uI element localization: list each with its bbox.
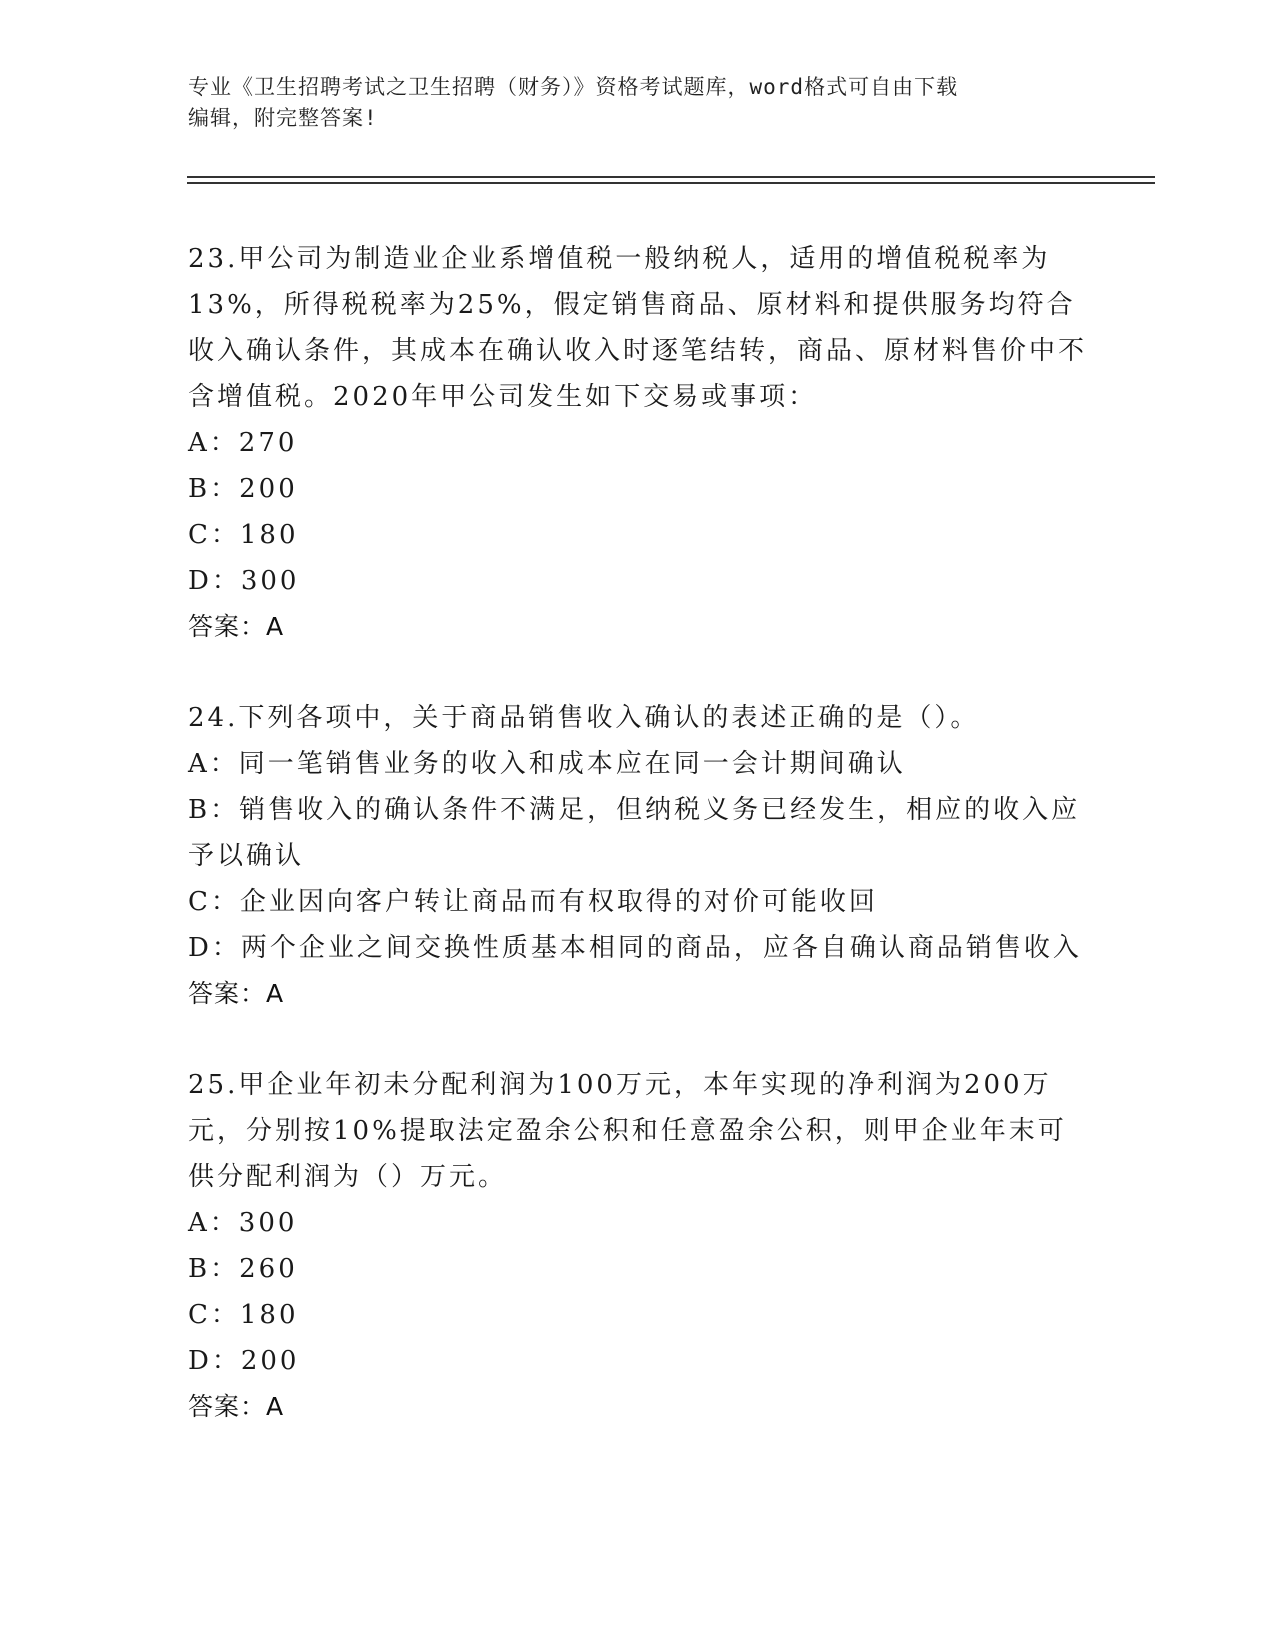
option-c: C：企业因向客户转让商品而有权取得的对价可能收回 [188, 887, 878, 917]
option-d: D：两个企业之间交换性质基本相同的商品，应各自确认商品销售收入 [188, 933, 1082, 963]
option-a: A：270 [188, 428, 298, 458]
option-c: C：180 [188, 1300, 299, 1330]
option-a: A：同一笔销售业务的收入和成本应在同一会计期间确认 [188, 749, 906, 779]
question-answer: 答案：A [188, 1392, 285, 1421]
option-d: D：200 [188, 1346, 300, 1376]
question-stem: 23.甲公司为制造业企业系增值税一般纳税人，适用的增值税税率为13%，所得税税率为25%，假定销售商品、原材料和提供服务均符合收入确认条件，其成本在确认收入时逐笔结转，商品、原材料售价中不含增值税。2020年甲公司发生如下交易或事项： [188, 244, 1088, 412]
question-list [188, 236, 1088, 1475]
header-divider-bottom [187, 182, 1155, 184]
option-a: A：300 [188, 1208, 298, 1238]
question-answer: 答案：A [188, 612, 285, 641]
question-25 [188, 1062, 1088, 1430]
header-title-line-2: 编辑，附完整答案! [188, 106, 378, 130]
option-c: C：180 [188, 520, 299, 550]
option-b: B：260 [188, 1254, 298, 1284]
option-b: B：200 [188, 474, 298, 504]
question-23 [188, 236, 1088, 650]
question-stem: 24.下列各项中，关于商品销售收入确认的表述正确的是（）。 [188, 703, 980, 733]
option-b: B：销售收入的确认条件不满足，但纳税义务已经发生，相应的收入应予以确认 [188, 795, 1081, 871]
header-title-line-1: 专业《卫生招聘考试之卫生招聘（财务）》资格考试题库，word格式可自由下载 [188, 75, 959, 99]
header-divider-top [187, 176, 1155, 178]
option-d: D：300 [188, 566, 300, 596]
question-answer: 答案：A [188, 979, 285, 1008]
document-header [188, 72, 1088, 134]
question-stem: 25.甲企业年初未分配利润为100万元，本年实现的净利润为200万元，分别按10%提取法定盈余公积和任意盈余公积，则甲企业年末可供分配利润为（）万元。 [188, 1070, 1067, 1192]
question-24 [188, 695, 1088, 1017]
